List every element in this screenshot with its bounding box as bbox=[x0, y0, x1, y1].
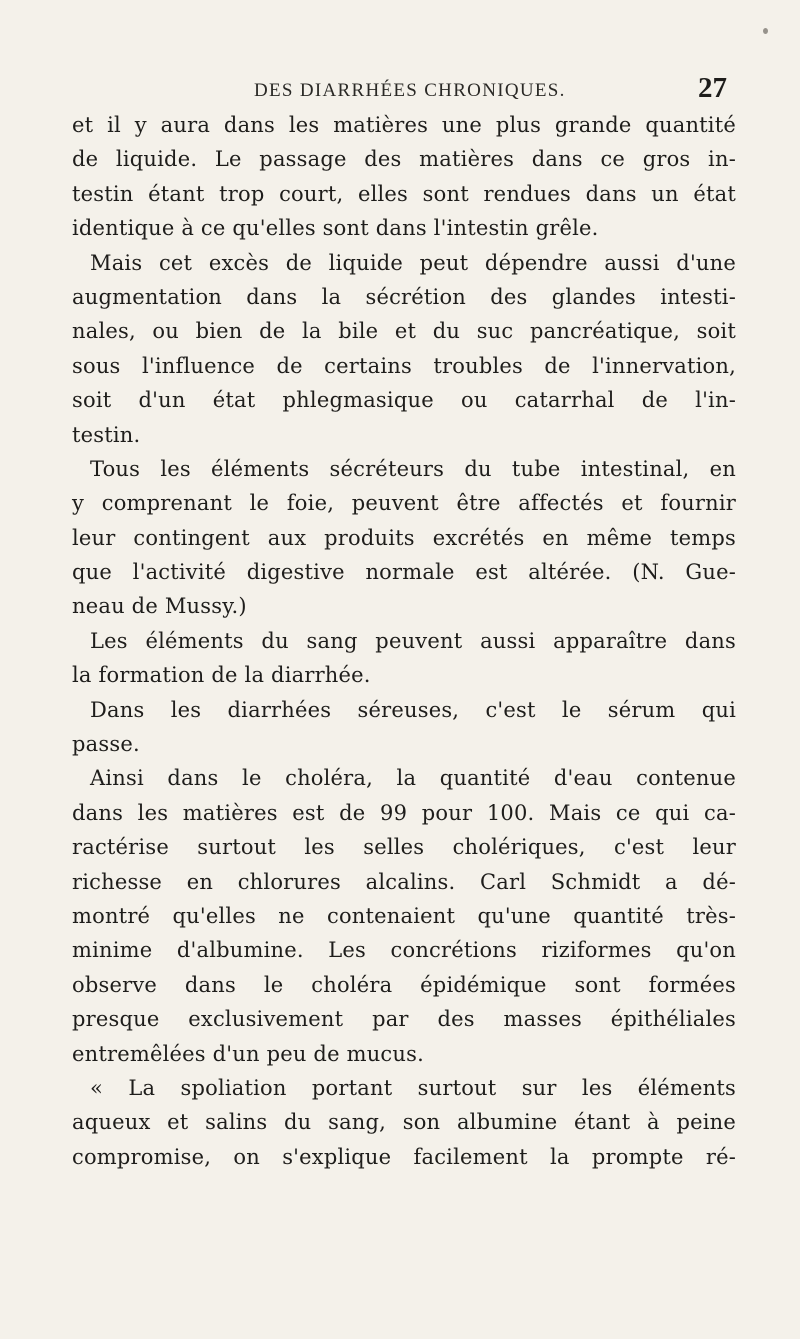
text-line: leur contingent aux produits excrétés en même temps bbox=[72, 525, 736, 550]
text-line: « La spoliation portant surtout sur les éléments bbox=[90, 1075, 736, 1100]
running-head-title: DES DIARRHÉES CHRONIQUES. bbox=[254, 80, 566, 101]
text-line: ractérise surtout les selles cholériques, c'est leur bbox=[72, 835, 736, 860]
text-line: passe. bbox=[72, 732, 140, 757]
text-line: presque exclusivement par des masses épithéliales bbox=[72, 1007, 736, 1032]
text-line: testin. bbox=[72, 422, 141, 447]
text-line: soit d'un état phlegmasique ou catarrhal de l'in- bbox=[72, 388, 736, 413]
text-line: Les éléments du sang peuvent aussi apparaître dans bbox=[90, 628, 736, 653]
paper-speck bbox=[763, 28, 768, 34]
text-line: Dans les diarrhées séreuses, c'est le sérum qui bbox=[90, 697, 736, 722]
text-line: neau de Mussy.) bbox=[72, 594, 247, 619]
text-line: sous l'influence de certains troubles de l'innervation, bbox=[72, 353, 736, 378]
text-line: minime d'albumine. Les concrétions riziformes qu'on bbox=[72, 938, 736, 963]
text-line: montré qu'elles ne contenaient qu'une quantité très- bbox=[72, 903, 736, 928]
text-line: y comprenant le foie, peuvent être affectés et fournir bbox=[72, 491, 736, 516]
page-number: 27 bbox=[698, 72, 727, 104]
text-line: et il y aura dans les matières une plus grande quantité bbox=[72, 113, 736, 137]
text-line: compromise, on s'explique facilement la prompte ré- bbox=[72, 1144, 736, 1169]
text-line: observe dans le choléra épidémique sont formées bbox=[72, 972, 736, 997]
text-line: que l'activité digestive normale est altérée. (N. Gue- bbox=[72, 560, 736, 585]
text-line: nales, ou bien de la bile et du suc pancréatique, soit bbox=[72, 319, 736, 344]
text-line: testin étant trop court, elles sont rendues dans un état bbox=[72, 181, 736, 206]
text-line: de liquide. Le passage des matières dans ce gros in- bbox=[72, 147, 736, 172]
body-text bbox=[72, 108, 736, 1174]
text-line: Mais cet excès de liquide peut dépendre aussi d'une bbox=[90, 250, 736, 275]
text-line: entremêlées d'un peu de mucus. bbox=[72, 1041, 424, 1066]
text-line: Ainsi dans le choléra, la quantité d'eau contenue bbox=[90, 766, 736, 791]
text-line: la formation de la diarrhée. bbox=[72, 663, 371, 688]
text-line: richesse en chlorures alcalins. Carl Schmidt a dé- bbox=[72, 869, 736, 894]
text-line: dans les matières est de 99 pour 100. Mais ce qui ca- bbox=[72, 800, 736, 825]
text-line: augmentation dans la sécrétion des glandes intesti- bbox=[72, 284, 736, 309]
text-line: identique à ce qu'elles sont dans l'intestin grêle. bbox=[72, 216, 599, 241]
text-line: aqueux et salins du sang, son albumine étant à peine bbox=[72, 1110, 736, 1135]
text-line: Tous les éléments sécréteurs du tube intestinal, en bbox=[90, 456, 736, 481]
